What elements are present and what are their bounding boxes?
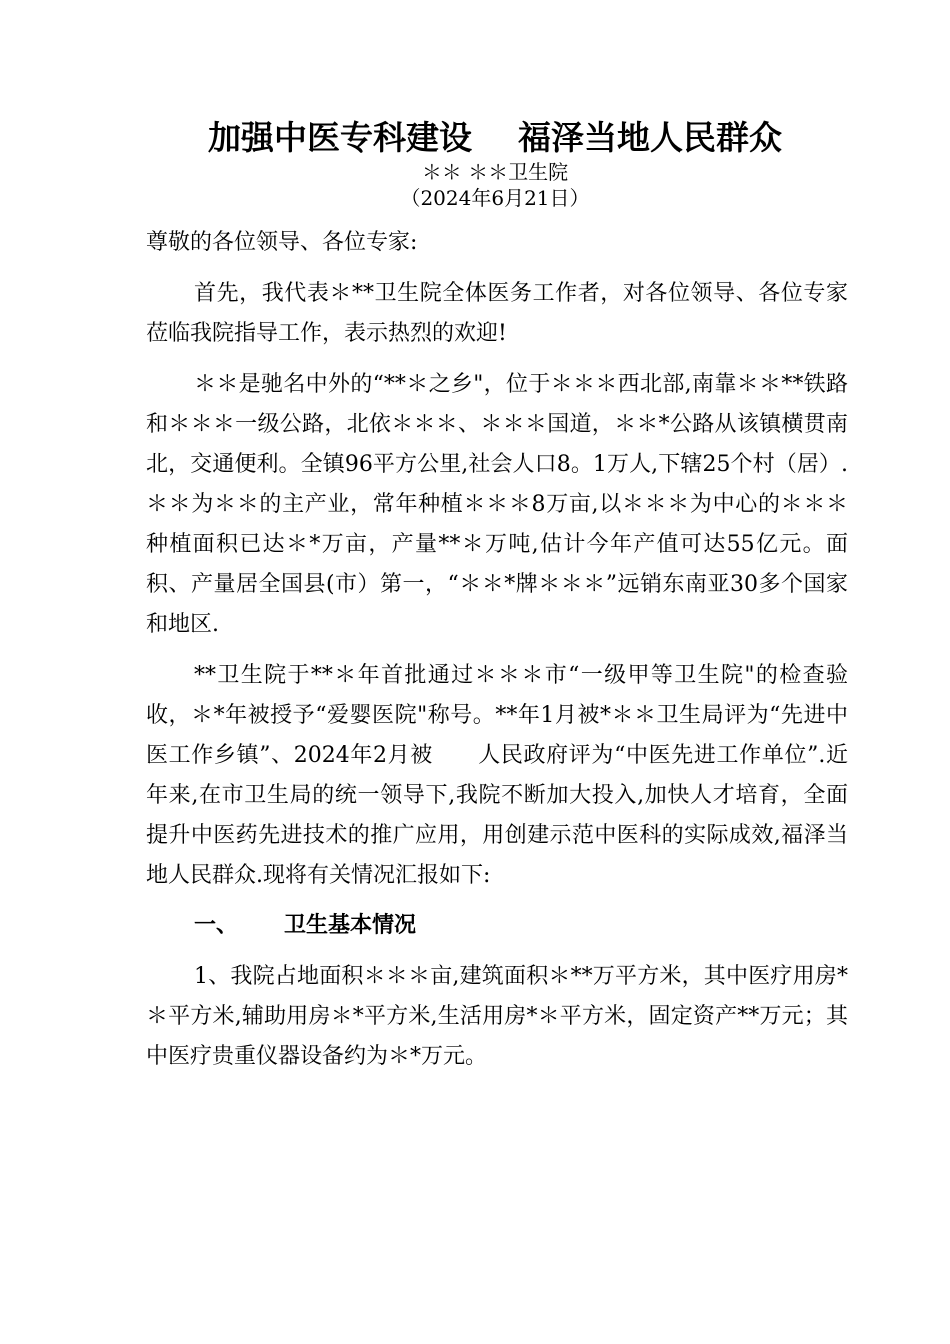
paragraph-hospital-honors: **卫生院于**＊年首批通过＊＊＊市“一级甲等卫生院"的检查验收，＊*年被授予“爱婴医院"称号。**年1月被*＊＊卫生局评为“先进中医工作乡镇”、2024年2月被 人民政府评为“中医先进工作单位”.近年来,在市卫生局的统一领导下,我院不断加大投入,加快人才培育，全面提升中医药先进技术的推广应用，用创建示范中医科的实际成效,福泽当地人民群众.现将有关情况汇报如下: <box>146 663 848 888</box>
paragraph-town-overview: ＊＊是驰名中外的“**＊之乡"，位于＊＊＊西北部,南靠＊＊**铁路和＊＊＊一级公路，北依＊＊＊、＊＊＊国道，＊＊*公路从该镇横贯南北，交通便利。全镇96平方公里,社会人口8。1万人,下辖25个村（居）.＊＊为＊＊的主产业，常年种植＊＊＊8万亩,以＊＊＊为中心的＊＊＊种植面积已达＊*万亩，产量**＊万吨,估计今年产值可达55亿元。面积、产量居全国县(市）第一，“＊＊*牌＊＊＊”远销东南亚30多个国家和地区. <box>146 372 848 637</box>
section-heading: 一、 卫生基本情况 <box>194 913 416 938</box>
document-date: （2024年6月21日） <box>400 186 590 210</box>
paragraph-welcome: 首先，我代表＊**卫生院全体医务工作者，对各位领导、各位专家莅临我院指导工作，表示热烈的欢迎! <box>146 281 848 346</box>
organization-name: ＊＊ ＊＊卫生院 <box>421 160 569 184</box>
document-body <box>146 223 848 1077</box>
paragraph-hospital-facilities: 1、我院占地面积＊＊＊亩,建筑面积＊**万平方米，其中医疗用房*＊平方米,辅助用房＊*平方米,生活用房*＊平方米，固定资产**万元；其中医疗贵重仪器设备约为＊*万元。 <box>146 964 848 1069</box>
document-title: 加强中医专科建设 福泽当地人民群众 <box>208 118 782 157</box>
salutation: 尊敬的各位领导、各位专家: <box>146 230 418 255</box>
